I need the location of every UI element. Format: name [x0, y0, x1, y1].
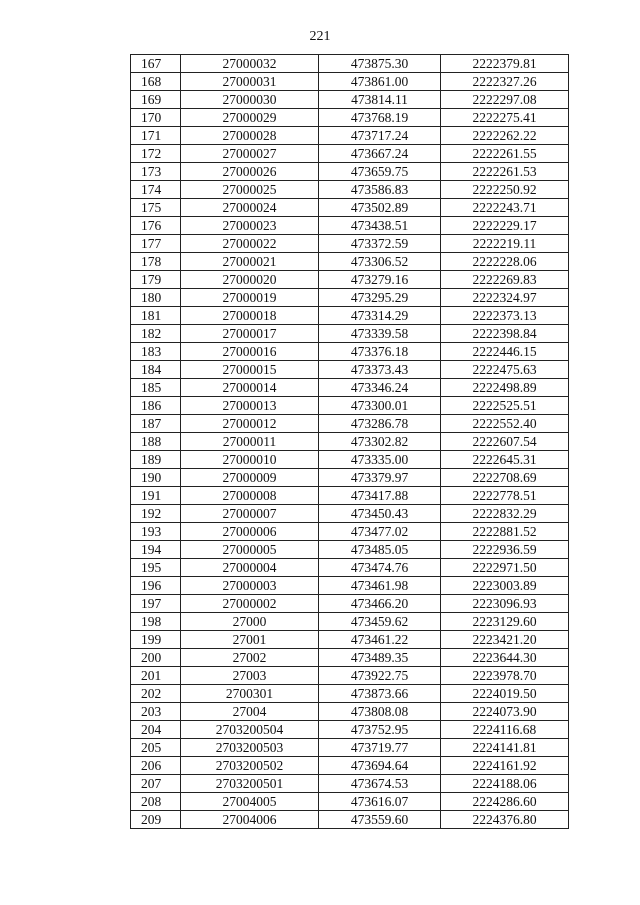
row-index-cell: 190 — [131, 469, 181, 487]
table-row — [131, 163, 569, 181]
table-row — [131, 793, 569, 811]
row-index-cell: 187 — [131, 415, 181, 433]
y-coordinate-cell: 2222269.83 — [441, 271, 569, 289]
x-coordinate-cell: 473694.64 — [319, 757, 441, 775]
y-coordinate-cell: 2223644.30 — [441, 649, 569, 667]
table-row — [131, 667, 569, 685]
table-row — [131, 595, 569, 613]
table-row — [131, 487, 569, 505]
x-coordinate-cell: 473300.01 — [319, 397, 441, 415]
row-index-cell: 183 — [131, 343, 181, 361]
point-id-cell: 27000009 — [181, 469, 319, 487]
point-id-cell: 27004005 — [181, 793, 319, 811]
table-row — [131, 199, 569, 217]
y-coordinate-cell: 2222708.69 — [441, 469, 569, 487]
x-coordinate-cell: 473379.97 — [319, 469, 441, 487]
point-id-cell: 27000012 — [181, 415, 319, 433]
table-row — [131, 541, 569, 559]
x-coordinate-cell: 473295.29 — [319, 289, 441, 307]
y-coordinate-cell: 2222936.59 — [441, 541, 569, 559]
y-coordinate-cell: 2222373.13 — [441, 307, 569, 325]
row-index-cell: 207 — [131, 775, 181, 793]
y-coordinate-cell: 2222525.51 — [441, 397, 569, 415]
y-coordinate-cell: 2222552.40 — [441, 415, 569, 433]
point-id-cell: 2703200501 — [181, 775, 319, 793]
y-coordinate-cell: 2223421.20 — [441, 631, 569, 649]
row-index-cell: 198 — [131, 613, 181, 631]
point-id-cell: 27000023 — [181, 217, 319, 235]
row-index-cell: 209 — [131, 811, 181, 829]
row-index-cell: 199 — [131, 631, 181, 649]
x-coordinate-cell: 473346.24 — [319, 379, 441, 397]
x-coordinate-cell: 473306.52 — [319, 253, 441, 271]
table-row — [131, 217, 569, 235]
x-coordinate-cell: 473461.98 — [319, 577, 441, 595]
coordinates-table — [130, 54, 569, 829]
point-id-cell: 27000022 — [181, 235, 319, 253]
point-id-cell: 27001 — [181, 631, 319, 649]
y-coordinate-cell: 2224141.81 — [441, 739, 569, 757]
x-coordinate-cell: 473861.00 — [319, 73, 441, 91]
y-coordinate-cell: 2223129.60 — [441, 613, 569, 631]
x-coordinate-cell: 473339.58 — [319, 325, 441, 343]
point-id-cell: 27000030 — [181, 91, 319, 109]
table-row — [131, 271, 569, 289]
table-body — [131, 55, 569, 829]
table-row — [131, 397, 569, 415]
table-row — [131, 415, 569, 433]
row-index-cell: 191 — [131, 487, 181, 505]
y-coordinate-cell: 2222446.15 — [441, 343, 569, 361]
row-index-cell: 201 — [131, 667, 181, 685]
y-coordinate-cell: 2223003.89 — [441, 577, 569, 595]
x-coordinate-cell: 473674.53 — [319, 775, 441, 793]
y-coordinate-cell: 2222261.55 — [441, 145, 569, 163]
row-index-cell: 179 — [131, 271, 181, 289]
y-coordinate-cell: 2222475.63 — [441, 361, 569, 379]
y-coordinate-cell: 2224116.68 — [441, 721, 569, 739]
y-coordinate-cell: 2222645.31 — [441, 451, 569, 469]
point-id-cell: 27000024 — [181, 199, 319, 217]
row-index-cell: 176 — [131, 217, 181, 235]
point-id-cell: 27000031 — [181, 73, 319, 91]
row-index-cell: 200 — [131, 649, 181, 667]
point-id-cell: 27000003 — [181, 577, 319, 595]
point-id-cell: 2703200503 — [181, 739, 319, 757]
table-row — [131, 91, 569, 109]
table-row — [131, 253, 569, 271]
x-coordinate-cell: 473459.62 — [319, 613, 441, 631]
x-coordinate-cell: 473314.29 — [319, 307, 441, 325]
row-index-cell: 202 — [131, 685, 181, 703]
x-coordinate-cell: 473477.02 — [319, 523, 441, 541]
row-index-cell: 203 — [131, 703, 181, 721]
point-id-cell: 2700301 — [181, 685, 319, 703]
row-index-cell: 182 — [131, 325, 181, 343]
point-id-cell: 27000002 — [181, 595, 319, 613]
point-id-cell: 27000010 — [181, 451, 319, 469]
row-index-cell: 186 — [131, 397, 181, 415]
y-coordinate-cell: 2222778.51 — [441, 487, 569, 505]
point-id-cell: 27000018 — [181, 307, 319, 325]
point-id-cell: 27000032 — [181, 55, 319, 73]
y-coordinate-cell: 2222327.26 — [441, 73, 569, 91]
table-row — [131, 721, 569, 739]
x-coordinate-cell: 473466.20 — [319, 595, 441, 613]
y-coordinate-cell: 2222324.97 — [441, 289, 569, 307]
point-id-cell: 27004006 — [181, 811, 319, 829]
table-row — [131, 451, 569, 469]
y-coordinate-cell: 2222607.54 — [441, 433, 569, 451]
row-index-cell: 181 — [131, 307, 181, 325]
x-coordinate-cell: 473373.43 — [319, 361, 441, 379]
row-index-cell: 204 — [131, 721, 181, 739]
y-coordinate-cell: 2222379.81 — [441, 55, 569, 73]
table-row — [131, 433, 569, 451]
row-index-cell: 172 — [131, 145, 181, 163]
point-id-cell: 27000026 — [181, 163, 319, 181]
y-coordinate-cell: 2224376.80 — [441, 811, 569, 829]
point-id-cell: 2703200504 — [181, 721, 319, 739]
x-coordinate-cell: 473502.89 — [319, 199, 441, 217]
table-row — [131, 739, 569, 757]
x-coordinate-cell: 473485.05 — [319, 541, 441, 559]
row-index-cell: 169 — [131, 91, 181, 109]
point-id-cell: 27000014 — [181, 379, 319, 397]
y-coordinate-cell: 2222832.29 — [441, 505, 569, 523]
y-coordinate-cell: 2222971.50 — [441, 559, 569, 577]
point-id-cell: 27000006 — [181, 523, 319, 541]
row-index-cell: 168 — [131, 73, 181, 91]
table-row — [131, 469, 569, 487]
table-row — [131, 559, 569, 577]
point-id-cell: 27000016 — [181, 343, 319, 361]
x-coordinate-cell: 473717.24 — [319, 127, 441, 145]
x-coordinate-cell: 473667.24 — [319, 145, 441, 163]
row-index-cell: 167 — [131, 55, 181, 73]
table-row — [131, 73, 569, 91]
y-coordinate-cell: 2222261.53 — [441, 163, 569, 181]
y-coordinate-cell: 2222275.41 — [441, 109, 569, 127]
y-coordinate-cell: 2223978.70 — [441, 667, 569, 685]
x-coordinate-cell: 473559.60 — [319, 811, 441, 829]
table-row — [131, 307, 569, 325]
point-id-cell: 2703200502 — [181, 757, 319, 775]
table-row — [131, 55, 569, 73]
x-coordinate-cell: 473372.59 — [319, 235, 441, 253]
row-index-cell: 170 — [131, 109, 181, 127]
table-row — [131, 235, 569, 253]
point-id-cell: 27002 — [181, 649, 319, 667]
x-coordinate-cell: 473438.51 — [319, 217, 441, 235]
x-coordinate-cell: 473752.95 — [319, 721, 441, 739]
y-coordinate-cell: 2222262.22 — [441, 127, 569, 145]
table-row — [131, 613, 569, 631]
row-index-cell: 197 — [131, 595, 181, 613]
row-index-cell: 192 — [131, 505, 181, 523]
point-id-cell: 27000 — [181, 613, 319, 631]
table-row — [131, 361, 569, 379]
x-coordinate-cell: 473302.82 — [319, 433, 441, 451]
point-id-cell: 27000027 — [181, 145, 319, 163]
page-number: 221 — [309, 29, 331, 44]
x-coordinate-cell: 473719.77 — [319, 739, 441, 757]
table-row — [131, 325, 569, 343]
x-coordinate-cell: 473450.43 — [319, 505, 441, 523]
row-index-cell: 205 — [131, 739, 181, 757]
y-coordinate-cell: 2222297.08 — [441, 91, 569, 109]
point-id-cell: 27000020 — [181, 271, 319, 289]
row-index-cell: 173 — [131, 163, 181, 181]
y-coordinate-cell: 2224073.90 — [441, 703, 569, 721]
row-index-cell: 185 — [131, 379, 181, 397]
y-coordinate-cell: 2224188.06 — [441, 775, 569, 793]
table-row — [131, 631, 569, 649]
x-coordinate-cell: 473808.08 — [319, 703, 441, 721]
row-index-cell: 188 — [131, 433, 181, 451]
table-row — [131, 577, 569, 595]
table-row — [131, 775, 569, 793]
point-id-cell: 27000029 — [181, 109, 319, 127]
table-row — [131, 343, 569, 361]
y-coordinate-cell: 2223096.93 — [441, 595, 569, 613]
x-coordinate-cell: 473474.76 — [319, 559, 441, 577]
table-row — [131, 379, 569, 397]
y-coordinate-cell: 2222398.84 — [441, 325, 569, 343]
y-coordinate-cell: 2222250.92 — [441, 181, 569, 199]
y-coordinate-cell: 2222229.17 — [441, 217, 569, 235]
point-id-cell: 27000007 — [181, 505, 319, 523]
row-index-cell: 196 — [131, 577, 181, 595]
table-row — [131, 289, 569, 307]
y-coordinate-cell: 2222228.06 — [441, 253, 569, 271]
row-index-cell: 189 — [131, 451, 181, 469]
y-coordinate-cell: 2222498.89 — [441, 379, 569, 397]
x-coordinate-cell: 473586.83 — [319, 181, 441, 199]
table-row — [131, 109, 569, 127]
x-coordinate-cell: 473489.35 — [319, 649, 441, 667]
point-id-cell: 27000017 — [181, 325, 319, 343]
table-row — [131, 505, 569, 523]
row-index-cell: 171 — [131, 127, 181, 145]
table-row — [131, 703, 569, 721]
point-id-cell: 27000019 — [181, 289, 319, 307]
x-coordinate-cell: 473335.00 — [319, 451, 441, 469]
y-coordinate-cell: 2224161.92 — [441, 757, 569, 775]
y-coordinate-cell: 2222243.71 — [441, 199, 569, 217]
table-row — [131, 145, 569, 163]
x-coordinate-cell: 473873.66 — [319, 685, 441, 703]
table-row — [131, 685, 569, 703]
point-id-cell: 27000015 — [181, 361, 319, 379]
point-id-cell: 27003 — [181, 667, 319, 685]
row-index-cell: 178 — [131, 253, 181, 271]
y-coordinate-cell: 2224286.60 — [441, 793, 569, 811]
x-coordinate-cell: 473417.88 — [319, 487, 441, 505]
y-coordinate-cell: 2222219.11 — [441, 235, 569, 253]
row-index-cell: 184 — [131, 361, 181, 379]
row-index-cell: 194 — [131, 541, 181, 559]
row-index-cell: 195 — [131, 559, 181, 577]
y-coordinate-cell: 2222881.52 — [441, 523, 569, 541]
point-id-cell: 27000028 — [181, 127, 319, 145]
table-row — [131, 181, 569, 199]
x-coordinate-cell: 473768.19 — [319, 109, 441, 127]
row-index-cell: 208 — [131, 793, 181, 811]
row-index-cell: 206 — [131, 757, 181, 775]
y-coordinate-cell: 2224019.50 — [441, 685, 569, 703]
x-coordinate-cell: 473286.78 — [319, 415, 441, 433]
x-coordinate-cell: 473616.07 — [319, 793, 441, 811]
point-id-cell: 27000005 — [181, 541, 319, 559]
x-coordinate-cell: 473279.16 — [319, 271, 441, 289]
point-id-cell: 27000025 — [181, 181, 319, 199]
point-id-cell: 27000008 — [181, 487, 319, 505]
x-coordinate-cell: 473659.75 — [319, 163, 441, 181]
row-index-cell: 180 — [131, 289, 181, 307]
table-row — [131, 523, 569, 541]
table-row — [131, 811, 569, 829]
x-coordinate-cell: 473376.18 — [319, 343, 441, 361]
x-coordinate-cell: 473875.30 — [319, 55, 441, 73]
x-coordinate-cell: 473814.11 — [319, 91, 441, 109]
x-coordinate-cell: 473922.75 — [319, 667, 441, 685]
table-row — [131, 757, 569, 775]
point-id-cell: 27004 — [181, 703, 319, 721]
row-index-cell: 174 — [131, 181, 181, 199]
point-id-cell: 27000004 — [181, 559, 319, 577]
point-id-cell: 27000021 — [181, 253, 319, 271]
row-index-cell: 175 — [131, 199, 181, 217]
row-index-cell: 193 — [131, 523, 181, 541]
row-index-cell: 177 — [131, 235, 181, 253]
point-id-cell: 27000013 — [181, 397, 319, 415]
table-row — [131, 649, 569, 667]
table-row — [131, 127, 569, 145]
x-coordinate-cell: 473461.22 — [319, 631, 441, 649]
point-id-cell: 27000011 — [181, 433, 319, 451]
